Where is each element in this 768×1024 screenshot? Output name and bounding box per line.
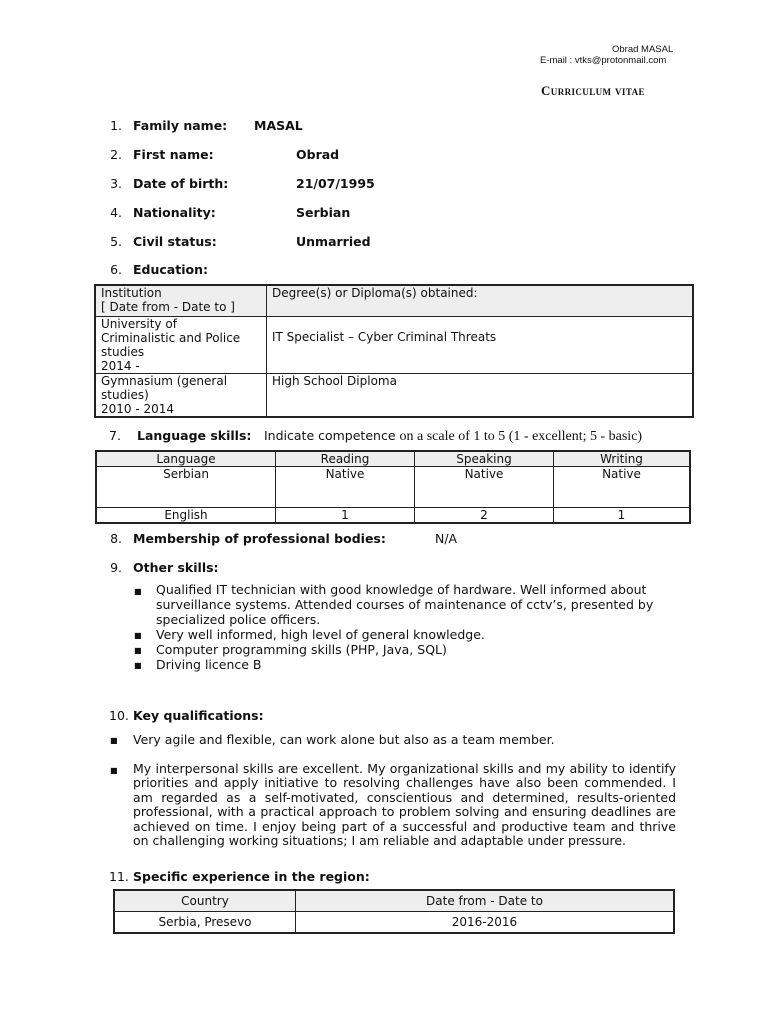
document-title: Curriculum vitae — [541, 83, 645, 98]
field-number: 8. — [110, 531, 122, 546]
nationality-value: Serbian — [296, 205, 351, 220]
family-name-label: Family name: — [133, 118, 228, 133]
bullet-icon: ■ — [110, 766, 118, 775]
list-item: Driving licence B — [156, 657, 262, 672]
table-header-row — [114, 890, 674, 912]
table-header-cell: Language — [96, 451, 276, 467]
list-item-line: Qualified IT technician with good knowledge of hardware. Well informed about — [156, 582, 647, 597]
table-cell: 2 — [415, 508, 554, 524]
header-email: E-mail : vtks@protonmail.com — [540, 55, 667, 66]
header-name: Obrad MASAL — [612, 44, 674, 55]
institution-line: Gymnasium (general — [101, 374, 228, 388]
list-item: Computer programming skills (PHP, Java, SQL) — [156, 642, 447, 657]
header-degree: Degree(s) or Diploma(s) obtained: — [267, 285, 694, 317]
family-name-value: MASAL — [254, 118, 303, 133]
experience-label: Specific experience in the region: — [133, 869, 370, 884]
table-header-cell: Speaking — [415, 451, 554, 467]
list-item-line: surveillance systems. Attended courses of maintenance of cctv’s, presented by — [156, 596, 654, 612]
table-cell: 2016-2016 — [296, 912, 675, 934]
institution-line: 2010 - 2014 — [101, 402, 175, 416]
header-dates: [ Date from - Date to ] — [101, 300, 235, 314]
bullet-icon: ■ — [134, 646, 142, 655]
table-header-cell: Reading — [276, 451, 415, 467]
table-header-cell: Writing — [554, 451, 691, 467]
degree-cell: High School Diploma — [267, 374, 694, 418]
civil-status-value: Unmarried — [296, 234, 371, 249]
civil-status-label: Civil status: — [133, 234, 217, 249]
bullet-icon: ■ — [134, 661, 142, 670]
table-cell: Native — [415, 467, 554, 508]
table-header-cell: Date from - Date to — [296, 890, 675, 912]
field-number: 6. — [110, 262, 122, 277]
list-item-line: specialized police officers. — [156, 611, 321, 627]
experience-table — [113, 889, 675, 934]
table-header-row — [95, 285, 693, 317]
language-table — [95, 450, 691, 524]
date-of-birth-value: 21/07/1995 — [296, 176, 375, 191]
institution-line: University of — [101, 317, 177, 331]
date-of-birth-label: Date of birth: — [133, 176, 229, 191]
qualification-item: Very agile and flexible, can work alone but also as a team member. — [133, 732, 555, 747]
institution-line: studies) — [101, 388, 149, 402]
bullet-icon: ■ — [134, 587, 142, 596]
list-item — [156, 583, 653, 627]
field-number: 10. — [109, 708, 129, 723]
field-number: 7. — [109, 428, 121, 443]
table-row — [114, 912, 674, 934]
header-institution: Institution — [101, 286, 162, 300]
table-cell: Native — [554, 467, 691, 508]
field-number: 9. — [110, 560, 122, 575]
note-prefix: Indicate competence — [264, 428, 396, 443]
table-cell: Serbia, Presevo — [114, 912, 296, 934]
table-header-cell — [95, 285, 267, 317]
table-cell — [95, 317, 267, 374]
field-number: 11. — [109, 869, 129, 884]
field-number: 2. — [110, 147, 122, 162]
membership-label: Membership of professional bodies: — [133, 531, 386, 546]
bullet-icon: ■ — [110, 736, 118, 745]
field-number: 3. — [110, 176, 122, 191]
field-number: 5. — [110, 234, 122, 249]
table-cell: Serbian — [96, 467, 276, 508]
table-cell: 1 — [554, 508, 691, 524]
table-row — [96, 467, 690, 508]
table-cell: English — [96, 508, 276, 524]
table-cell: 1 — [276, 508, 415, 524]
education-label: Education: — [133, 262, 208, 277]
table-cell: Native — [276, 467, 415, 508]
institution-line: Criminalistic and Police — [101, 331, 241, 345]
first-name-label: First name: — [133, 147, 214, 162]
other-skills-label: Other skills: — [133, 560, 219, 575]
field-number: 4. — [110, 205, 122, 220]
table-row — [95, 317, 693, 374]
education-table — [94, 284, 694, 418]
language-skills-note — [264, 428, 642, 445]
list-item: Very well informed, high level of general knowledge. — [156, 627, 485, 642]
institution-line: 2014 - — [101, 359, 140, 373]
table-row — [96, 508, 690, 524]
table-cell — [95, 374, 267, 418]
table-header-row — [96, 451, 690, 467]
institution-line: studies — [101, 345, 145, 359]
table-header-cell: Country — [114, 890, 296, 912]
language-skills-label: Language skills: — [137, 428, 252, 443]
field-number: 1. — [110, 118, 122, 133]
nationality-label: Nationality: — [133, 205, 216, 220]
table-row — [95, 374, 693, 418]
qualification-paragraph: My interpersonal skills are excellent. My organizational skills and my ability to identify priorities and apply initiative to resolving challenges have also been commended. I am regarded as a self-motivated, conscientious and determined, results-oriented professional, with a practical approach to problem solving and ensuring deadlines are achieved on time. I enjoy being part of a successful and productive team and thrive on challenging working situations; I am reliable and adaptable under pressure. — [133, 761, 676, 849]
degree-cell: IT Specialist – Cyber Criminal Threats — [267, 317, 694, 374]
bullet-icon: ■ — [134, 631, 142, 640]
key-qualifications-label: Key qualifications: — [133, 708, 264, 723]
first-name-value: Obrad — [296, 147, 340, 162]
membership-value: N/A — [435, 531, 458, 546]
note-scale: on a scale of 1 to 5 (1 - excellent; 5 - basic) — [399, 429, 643, 444]
